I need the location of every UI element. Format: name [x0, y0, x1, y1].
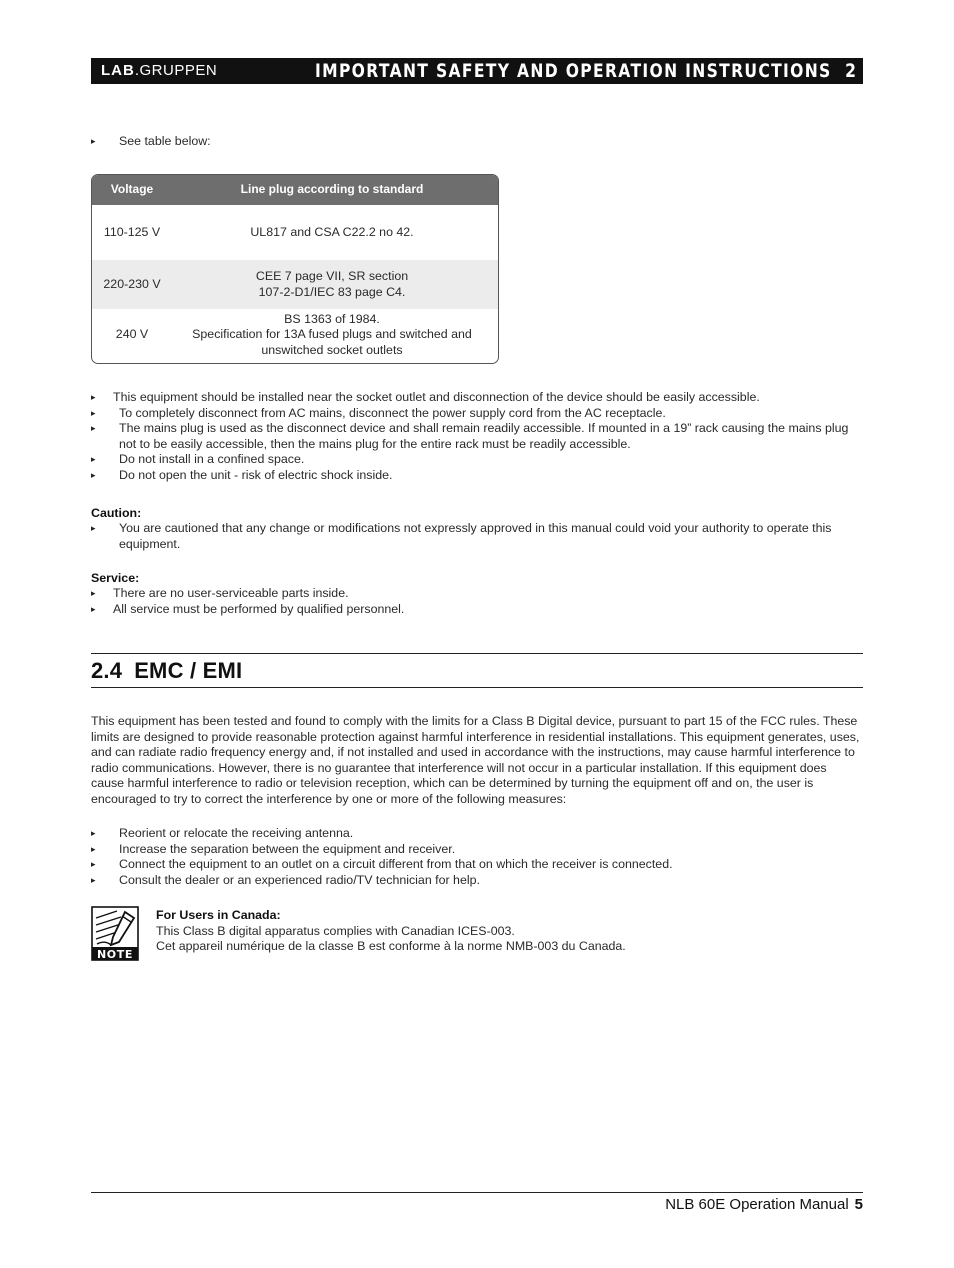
note-icon: [91, 906, 139, 961]
list-item: ▸ Increase the separation between the equipment and receiver.: [91, 842, 863, 858]
note-block: [156, 908, 856, 955]
voltage-plug-table: [91, 174, 499, 364]
column-header-voltage: Voltage: [110, 182, 154, 197]
section-heading: [91, 658, 242, 684]
list-item: ▸ See table below:: [91, 134, 863, 150]
note-title: For Users in Canada:: [156, 908, 281, 922]
section-number: 2.4: [91, 658, 123, 683]
voltage-cell: 240 V: [115, 327, 149, 342]
standard-cell: CEE 7 page VII, SR section 107-2-D1/IEC 83 page C4.: [255, 268, 409, 299]
lab-gruppen-logo: LAB.GRUPPEN: [101, 62, 218, 79]
list-item: ▸ The mains plug is used as the disconnect device and shall remain readily accessible. If mounted in a 19” rack causing the mains plug not to be easily accessible, then the mains plug for the entire rack must be readily accessible.: [91, 421, 863, 452]
footer-rule: [91, 1192, 863, 1193]
list-item: ▸ Do not install in a confined space.: [91, 452, 863, 468]
section-rule-top: [91, 653, 863, 654]
emc-paragraph: This equipment has been tested and found to comply with the limits for a Class B Digital device, pursuant to part 15 of the FCC rules. These limits are designed to provide reasonable protection against harmful interference in residential installations. This equipment generates, uses, and can radiate radio frequency energy and, if not installed and used in accordance with the instructions, may cause harmful interference to radio communications. However, there is no guarantee that interference will not occur in a particular installation. If this equipment does cause harmful interference to radio or television reception, which can be determined by turning the equipment off and on, the user is encouraged to try to correct the interference by one or more of the following measures:: [91, 714, 860, 806]
list-item: ▸ Reorient or relocate the receiving antenna.: [91, 826, 863, 842]
table-row: [92, 260, 498, 309]
safety-bullet-list: [91, 390, 863, 484]
voltage-cell: 110-125 V: [103, 224, 161, 239]
list-item: ▸ All service must be performed by qualified personnel.: [91, 602, 863, 618]
section-title: EMC / EMI: [134, 658, 243, 683]
list-item: ▸ Do not open the unit - risk of electric shock inside.: [91, 468, 863, 484]
standard-cell: BS 1363 of 1984. Specification for 13A fused plugs and switched and unswitched socket outlets: [192, 311, 472, 357]
page-number: 5: [854, 1196, 863, 1213]
note-line: This Class B digital apparatus complies with Canadian ICES-003.: [156, 923, 515, 938]
list-item: ▸ To completely disconnect from AC mains, disconnect the power supply cord from the AC receptacle.: [91, 406, 863, 422]
service-bullet-list: [91, 586, 863, 617]
list-item: ▸ Connect the equipment to an outlet on a circuit different from that on which the receiver is connected.: [91, 857, 863, 873]
intro-bullet-list: [91, 134, 863, 150]
chapter-title: IMPORTANT SAFETY AND OPERATION INSTRUCTIONS 2: [314, 60, 857, 82]
section-rule-bottom: [91, 687, 863, 688]
emc-bullet-list: [91, 826, 863, 888]
column-header-standard: Line plug according to standard: [240, 182, 424, 197]
table-row: [92, 205, 498, 260]
footer: [665, 1196, 863, 1214]
manual-name: NLB 60E Operation Manual: [665, 1196, 849, 1213]
caution-label: Caution:: [91, 506, 142, 520]
caution-bullet-list: [91, 521, 863, 552]
table-header: [92, 175, 498, 205]
list-item: ▸ You are cautioned that any change or modifications not expressly approved in this manual could void your authority to operate this equipment.: [91, 521, 863, 552]
list-item: ▸ Consult the dealer or an experienced radio/TV technician for help.: [91, 873, 863, 889]
svg-text:NOTE: NOTE: [97, 948, 133, 961]
voltage-cell: 220-230 V: [103, 276, 161, 291]
list-item: ▸ There are no user-serviceable parts inside.: [91, 586, 863, 602]
table-row: [92, 309, 498, 361]
service-label: Service:: [91, 571, 140, 585]
note-line: Cet appareil numérique de la classe B est conforme à la norme NMB-003 du Canada.: [156, 939, 626, 954]
list-item: ▸ This equipment should be installed near the socket outlet and disconnection of the device should be easily accessible.: [91, 390, 863, 406]
header-bar: [91, 58, 863, 84]
standard-cell: UL817 and CSA C22.2 no 42.: [250, 224, 414, 239]
